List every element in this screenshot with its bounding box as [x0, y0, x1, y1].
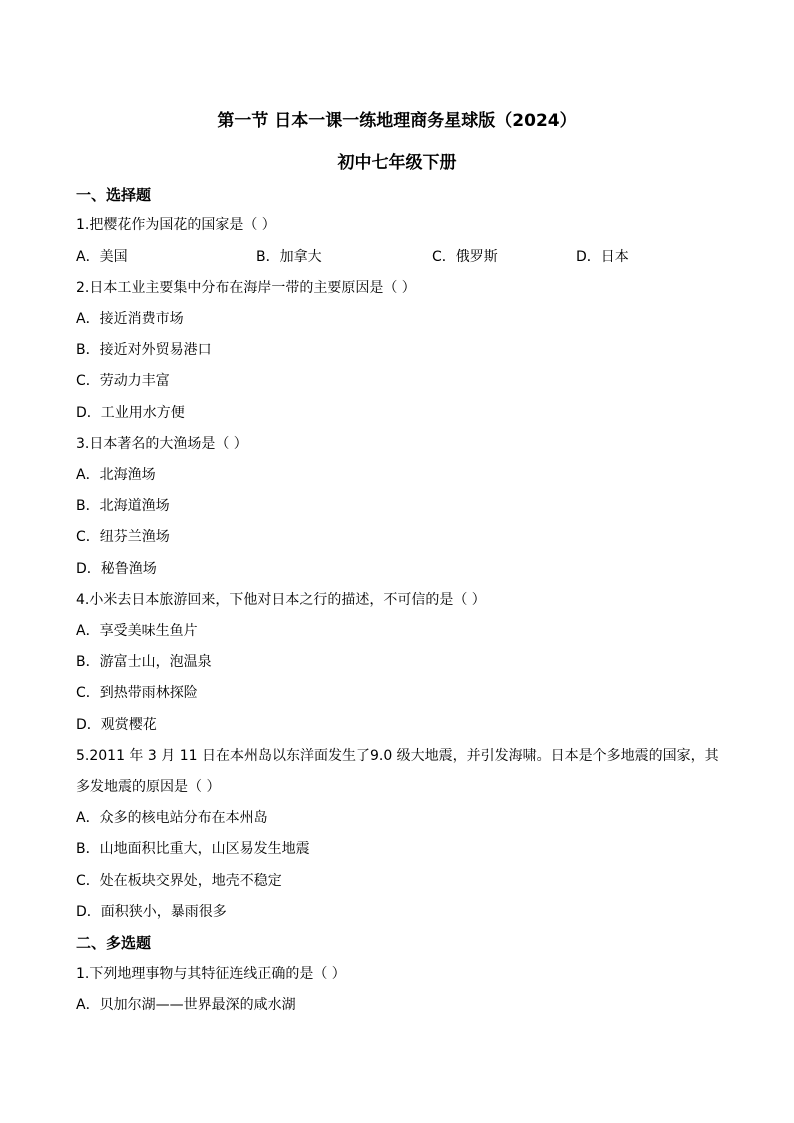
question-4-option-a: A．享受美味生鱼片: [76, 623, 198, 639]
question-2-option-d: D．工业用水方便: [76, 405, 185, 421]
question-1-stem: 1.把樱花作为国花的国家是（ ）: [76, 217, 276, 233]
question-2-option-b: B．接近对外贸易港口: [76, 342, 212, 358]
question-5-option-a: A．众多的核电站分布在本州岛: [76, 810, 268, 826]
question-1-option-b: B．加拿大: [256, 249, 322, 265]
question-5-stem-line1: 5.2011 年 3 月 11 日在本州岛以东洋面发生了9.0 级大地震，并引发海啸。日本是个多地震的国家，其: [76, 748, 719, 764]
question-4-option-d: D．观赏樱花: [76, 717, 157, 733]
question-5-option-d: D．面积狭小，暴雨很多: [76, 904, 227, 920]
document-title: 第一节 日本一课一练地理商务星球版（2024）: [217, 111, 577, 131]
question-5-option-b: B．山地面积比重大，山区易发生地震: [76, 841, 310, 857]
question-2-stem: 2.日本工业主要集中分布在海岸一带的主要原因是（ ）: [76, 280, 416, 296]
question-5-option-c: C．处在板块交界处，地壳不稳定: [76, 873, 282, 889]
question-3-option-c: C．纽芬兰渔场: [76, 529, 170, 545]
question-3-option-a: A．北海渔场: [76, 467, 156, 483]
question-4-option-c: C．到热带雨林探险: [76, 685, 198, 701]
question-4-option-b: B．游富士山，泡温泉: [76, 654, 212, 670]
multi-question-1-option-a: A．贝加尔湖——世界最深的咸水湖: [76, 997, 296, 1013]
question-2-option-c: C．劳动力丰富: [76, 373, 170, 389]
question-4-stem: 4.小米去日本旅游回来，下他对日本之行的描述，不可信的是（ ）: [76, 592, 486, 608]
question-1-option-a: A．美国: [76, 249, 128, 265]
question-1-option-d: D．日本: [576, 249, 629, 265]
question-1-option-c: C．俄罗斯: [432, 249, 498, 265]
question-3-option-d: D．秘鲁渔场: [76, 561, 157, 577]
question-2-option-a: A．接近消费市场: [76, 311, 184, 327]
section-heading-multi: 二、多选题: [76, 934, 152, 952]
question-3-option-b: B．北海道渔场: [76, 498, 170, 514]
question-3-stem: 3.日本著名的大渔场是（ ）: [76, 436, 248, 452]
multi-question-1-stem: 1.下列地理事物与其特征连线正确的是（ ）: [76, 966, 346, 982]
section-heading-choice: 一、选择题: [76, 186, 152, 204]
document-subtitle: 初中七年级下册: [337, 153, 457, 173]
question-5-stem-line2: 多发地震的原因是（ ）: [76, 779, 221, 795]
